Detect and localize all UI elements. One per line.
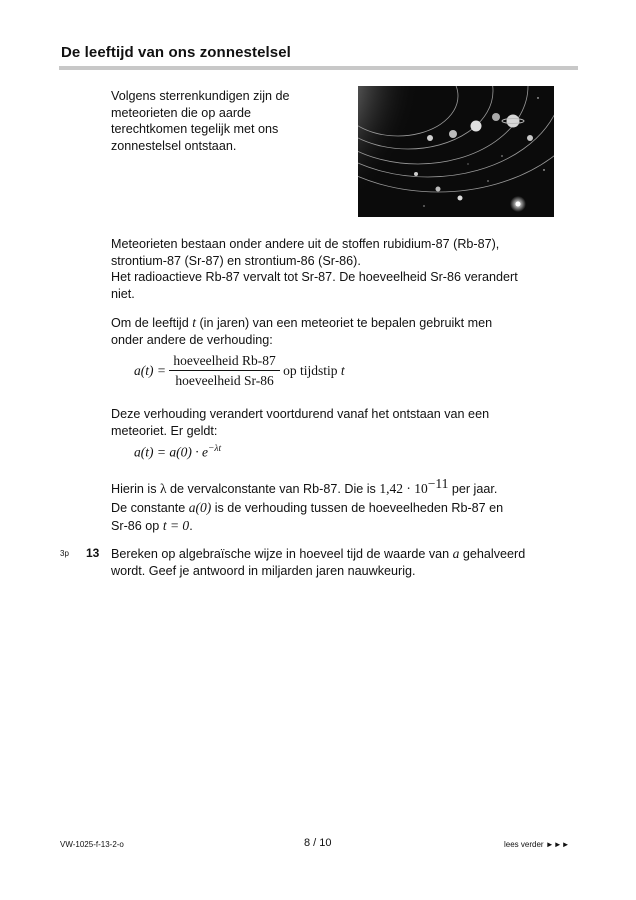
fraction-denominator: hoeveelheid Sr-86: [175, 373, 274, 388]
text-line: onder andere de verhouding:: [111, 332, 273, 347]
intro-line: meteorieten die op aarde: [111, 105, 252, 120]
question-points: 3p: [60, 549, 69, 558]
text-line: Bereken op algebraïsche wijze in hoeveel tijd de waarde van a gehalveerd: [111, 546, 526, 561]
lambda-symbol: λ: [160, 481, 167, 497]
footer-next: lees verder ►►►: [504, 840, 570, 849]
text-line: Deze verhouding verandert voortdurend vanaf het ontstaan van een: [111, 407, 490, 421]
fraction: [169, 353, 279, 389]
fraction-numerator: hoeveelheid Rb-87: [169, 353, 279, 371]
solar-system-icon: [358, 86, 554, 217]
paragraph-composition: [111, 236, 518, 302]
variable-t: t: [340, 363, 345, 378]
text-line: strontium-87 (Sr-87) en strontium-86 (Sr-86).: [111, 253, 361, 268]
question-text: [111, 546, 525, 579]
decay-constant-value: 1,42 · 10: [379, 481, 428, 497]
paragraph-decay-intro: [111, 406, 489, 439]
formula-ratio: [134, 353, 345, 389]
text-line: wordt. Geef je antwoord in miljarden jaren nauwkeurig.: [111, 563, 416, 578]
variable-t-zero: t = 0: [162, 518, 190, 534]
footer-code: VW-1025-f-13-2-o: [60, 840, 124, 849]
variable-a: a: [452, 546, 460, 561]
page-title: De leeftijd van ons zonnestelsel: [61, 44, 291, 61]
formula-base: a(t) = a(0) · e: [134, 444, 208, 460]
variable-a0: a(0): [188, 499, 212, 515]
text-line: Meteorieten bestaan onder andere uit de stoffen rubidium-87 (Rb-87),: [111, 237, 500, 251]
intro-line: Volgens sterrenkundigen zijn de: [111, 89, 290, 103]
text-line: Sr-86 op t = 0.: [111, 518, 193, 534]
intro-text: [111, 88, 290, 154]
formula-suffix: op tijdstip: [283, 363, 338, 378]
text-line: De constante a(0) is de verhouding tussen de hoeveelheden Rb-87 en: [111, 499, 504, 515]
title-divider: [59, 66, 578, 70]
text-line: Hierin is λ de vervalconstante van Rb-87. Die is $1,42 \cdot 10^{-11}$ per jaar.: [111, 476, 498, 497]
question-number: 13: [86, 546, 100, 560]
text-line: Het radioactieve Rb-87 vervalt tot Sr-87. De hoeveelheid Sr-86 verandert: [111, 270, 518, 284]
text-line: niet.: [111, 286, 135, 301]
intro-line: zonnestelsel ontstaan.: [111, 138, 237, 153]
formula-exponent: −λt: [207, 444, 222, 454]
formula-decay: [134, 444, 221, 461]
page-number: 8 / 10: [304, 837, 332, 849]
formula-lhs: a(t) =: [134, 363, 166, 378]
intro-line: terechtkomen tegelijk met ons: [111, 122, 279, 136]
paragraph-ratio-intro: [111, 315, 492, 348]
paragraph-constants: [111, 476, 503, 535]
solar-system-photo: [358, 86, 554, 217]
variable-t: t: [192, 315, 196, 330]
text-line: Om de leeftijd t (in jaren) van een meteoriet te bepalen gebruikt men: [111, 315, 493, 330]
text-line: meteoriet. Er geldt:: [111, 423, 218, 438]
decay-constant-exponent: −11: [427, 476, 449, 491]
